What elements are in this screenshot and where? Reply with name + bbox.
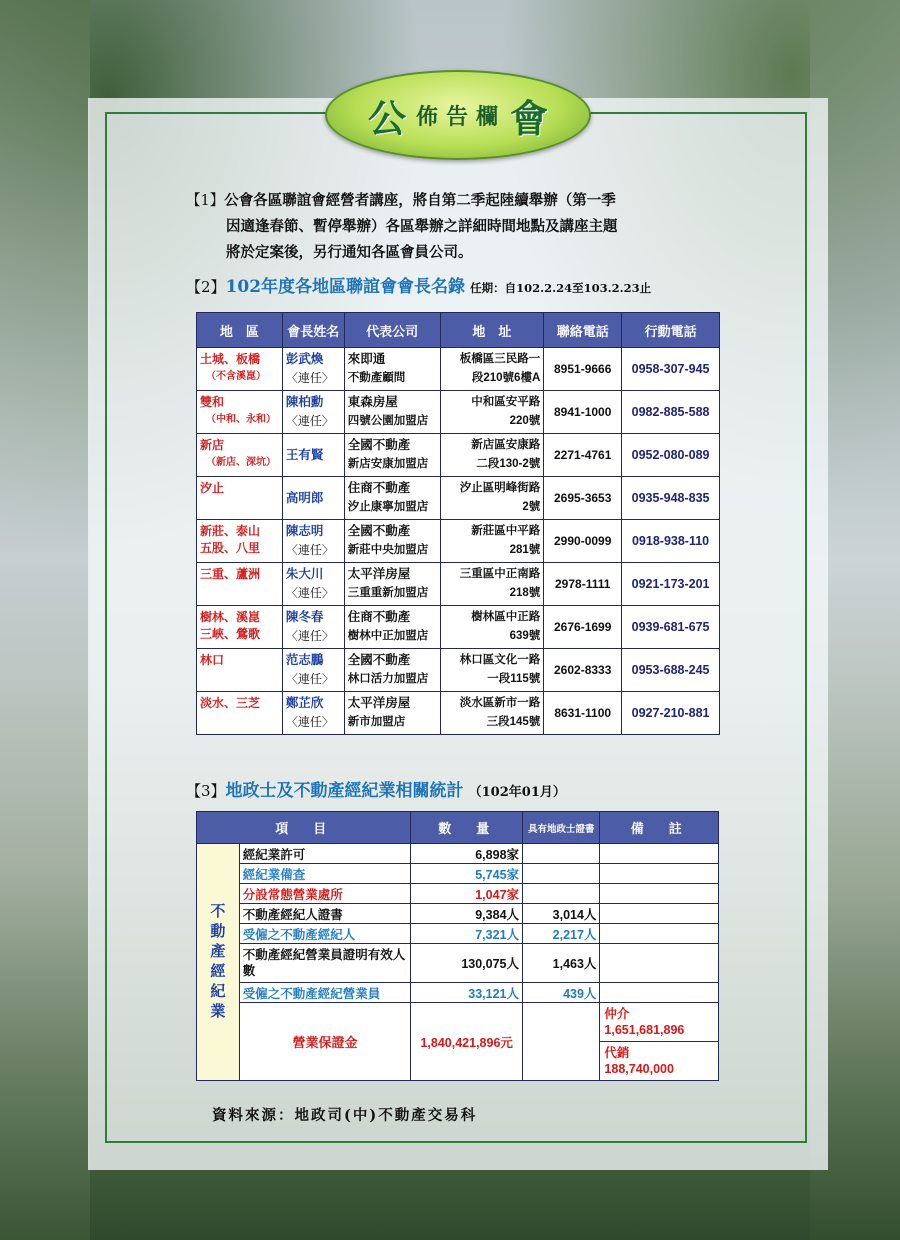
frame-line (105, 1141, 807, 1143)
remark-cell (600, 904, 719, 924)
company-cell (344, 520, 440, 563)
address-line: 二段130-2號 (476, 458, 541, 470)
mobile-cell: 0953-688-245 (622, 649, 720, 692)
phone-cell: 8631-1100 (544, 692, 622, 735)
table-row (197, 983, 719, 1003)
president-status: 〈連任〉 (285, 543, 334, 557)
region-sub: 三峽、鶯歌 (200, 627, 261, 641)
company-line: 太平洋房屋 (347, 567, 411, 581)
table-row (197, 884, 719, 904)
region-name: 汐止 (200, 481, 225, 495)
address-cell (440, 563, 544, 606)
page-title (325, 70, 591, 160)
region-cell (197, 520, 283, 563)
frame-line (805, 112, 807, 1142)
company-line: 新莊中央加盟店 (347, 544, 429, 556)
note-divider (600, 1041, 718, 1042)
phone-cell: 2990-0099 (544, 520, 622, 563)
region-name: 林口 (200, 653, 225, 667)
certificate-cell (523, 864, 600, 884)
phone-cell: 2676-1699 (544, 606, 622, 649)
region-cell (197, 477, 283, 520)
item-cell: 不動產經紀人證書 (239, 904, 411, 924)
section-3-number: 【3】 (186, 782, 226, 800)
region-name: 新店 (200, 438, 225, 452)
region-sub: （新店、深坑） (206, 457, 276, 468)
table-row (197, 844, 719, 864)
notice-1 (186, 188, 706, 266)
table-row (197, 520, 720, 563)
company-line: 樹林中正加盟店 (347, 630, 429, 642)
company-cell (344, 692, 440, 735)
address-line: 639號 (509, 630, 541, 642)
mobile-cell: 0952-080-089 (622, 434, 720, 477)
table-row (197, 434, 720, 477)
company-line: 四號公園加盟店 (347, 415, 429, 427)
table-row (197, 391, 720, 434)
mobile-cell: 0982-885-588 (622, 391, 720, 434)
company-cell (344, 477, 440, 520)
section-2-heading (186, 272, 651, 297)
quantity-cell: 1,047家 (411, 884, 523, 904)
address-line: 板橋區三民路一 (459, 353, 541, 365)
address-line: 淡水區新市一路 (459, 697, 541, 709)
mobile-cell: 0921-173-201 (622, 563, 720, 606)
table-row (197, 477, 720, 520)
company-line: 東森房屋 (347, 395, 398, 409)
column-header: 會長姓名 (282, 313, 344, 348)
president-cell (282, 391, 344, 434)
column-header: 地 區 (197, 313, 283, 348)
table-row (197, 924, 719, 944)
address-cell (440, 520, 544, 563)
column-header: 項 目 (197, 812, 411, 844)
address-cell (440, 606, 544, 649)
phone-cell: 2978-1111 (544, 563, 622, 606)
president-cell (282, 692, 344, 735)
company-line: 林口活力加盟店 (347, 673, 429, 685)
certificate-cell (523, 884, 600, 904)
mobile-cell: 0927-210-881 (622, 692, 720, 735)
frame-line (585, 112, 807, 114)
president-name: 陳柏勳 (285, 395, 324, 409)
president-name: 朱大川 (285, 567, 324, 581)
company-cell (344, 649, 440, 692)
column-header: 行動電話 (622, 313, 720, 348)
column-header: 聯絡電話 (544, 313, 622, 348)
table-row (197, 1003, 719, 1081)
company-line: 全國不動產 (347, 653, 411, 667)
column-header: 地 址 (440, 313, 544, 348)
region-name: 三重、蘆洲 (200, 567, 261, 581)
quantity-cell: 7,321人 (411, 924, 523, 944)
company-line: 住商不動產 (347, 481, 411, 495)
address-cell (440, 348, 544, 391)
address-line: 220號 (509, 415, 541, 427)
notice-1-number: 【1】 (186, 193, 225, 209)
section-2-title: 102年度各地區聯誼會會長名錄 (225, 277, 466, 297)
president-name: 王有賢 (285, 447, 324, 462)
region-sub: （中和、永和） (206, 414, 276, 425)
quantity-cell: 5,745家 (411, 864, 523, 884)
address-cell (440, 434, 544, 477)
section-3-month: （102年01月） (468, 785, 566, 800)
president-status: 〈連任〉 (285, 586, 334, 600)
region-cell (197, 434, 283, 477)
president-status: 〈連任〉 (285, 672, 334, 686)
category-label: 不 動 產 經 紀 業 (210, 903, 226, 1020)
president-cell (282, 606, 344, 649)
certificate-cell: 3,014人 (523, 904, 600, 924)
remark-cell (600, 884, 719, 904)
table-header-row (197, 812, 719, 844)
region-cell (197, 348, 283, 391)
remark-cell (600, 944, 719, 983)
table-header-row (197, 313, 720, 348)
company-line: 全國不動產 (347, 524, 411, 538)
region-sub: 五股、八里 (200, 541, 261, 555)
company-cell (344, 348, 440, 391)
quantity-cell: 130,075人 (411, 944, 523, 983)
certificate-cell: 439人 (523, 983, 600, 1003)
region-name: 淡水、三芝 (200, 696, 261, 710)
president-cell (282, 563, 344, 606)
quantity-cell: 6,898家 (411, 844, 523, 864)
bond-certificate-cell (523, 1003, 600, 1081)
section-2-term: 任期：自102.2.24至103.2.23止 (470, 281, 652, 295)
company-line: 全國不動產 (347, 438, 411, 452)
column-header: 備 註 (600, 812, 719, 844)
data-source: 資料來源：地政司(中)不動產交易科 (212, 1107, 478, 1124)
mobile-cell: 0935-948-835 (622, 477, 720, 520)
bond-remark-cell (600, 1003, 719, 1081)
president-cell (282, 477, 344, 520)
president-name: 陳志明 (285, 524, 324, 538)
phone-cell: 2271-4761 (544, 434, 622, 477)
company-cell (344, 391, 440, 434)
address-cell (440, 391, 544, 434)
company-line: 汐止康寧加盟店 (347, 501, 429, 513)
president-status: 〈連任〉 (285, 414, 334, 428)
region-cell (197, 649, 283, 692)
item-cell: 分設常態營業處所 (239, 884, 411, 904)
table-row (197, 864, 719, 884)
region-cell (197, 692, 283, 735)
item-cell: 不動產經紀營業員證明有效人數 (239, 944, 411, 983)
item-cell: 受僱之不動產經紀營業員 (239, 983, 411, 1003)
address-line: 樹林區中正路 (471, 611, 541, 623)
company-cell (344, 563, 440, 606)
company-line: 新店安康加盟店 (347, 458, 429, 470)
notice-1-line: 因適逢春節、暫停舉辦）各區舉辦之詳細時間地點及講座主題 (226, 218, 618, 235)
item-cell: 經紀業備查 (239, 864, 411, 884)
president-cell (282, 649, 344, 692)
company-line: 來即通 (347, 352, 386, 366)
presidents-table (196, 312, 720, 735)
remark-cell (600, 983, 719, 1003)
mobile-cell: 0939-681-675 (622, 606, 720, 649)
address-line: 三段145號 (486, 716, 541, 728)
bond-item-cell: 營業保證金 (239, 1003, 411, 1081)
phone-cell: 8951-9666 (544, 348, 622, 391)
president-status: 〈連任〉 (285, 371, 334, 385)
address-cell (440, 649, 544, 692)
note-label: 代銷 (604, 1046, 630, 1060)
certificate-cell: 1,463人 (523, 944, 600, 983)
table-row (197, 904, 719, 924)
table-row (197, 649, 720, 692)
president-name: 彭武煥 (285, 352, 324, 366)
address-line: 新莊區中平路 (471, 525, 541, 537)
mobile-cell: 0918-938-110 (622, 520, 720, 563)
region-cell (197, 391, 283, 434)
table-row (197, 606, 720, 649)
address-cell (440, 477, 544, 520)
notice-1-line: 將於定案後，另行通知各區會員公司。 (226, 244, 473, 261)
item-cell: 受僱之不動產經紀人 (239, 924, 411, 944)
company-line: 三重重新加盟店 (347, 587, 429, 599)
region-name: 新莊、泰山 (200, 524, 261, 538)
address-line: 中和區安平路 (471, 396, 541, 408)
notice-1-line: 公會各區聯誼會經營者講座，將自第二季起陸續舉辦（第一季 (224, 192, 616, 209)
president-name: 高明郎 (285, 490, 324, 505)
address-line: 2號 (522, 501, 541, 513)
region-cell (197, 606, 283, 649)
title-big-char: 公 (367, 95, 406, 141)
note-value: 1,651,681,896 (604, 1023, 685, 1037)
remark-cell (600, 924, 719, 944)
frame-line (105, 112, 107, 1142)
table-row (197, 944, 719, 983)
region-name: 土城、板橋 (200, 352, 261, 366)
address-line: 新店區安康路 (471, 439, 541, 451)
column-header: 數 量 (411, 812, 523, 844)
table-row (197, 563, 720, 606)
president-status: 〈連任〉 (285, 715, 334, 729)
phone-cell: 8941-1000 (544, 391, 622, 434)
remark-cell (600, 844, 719, 864)
frame-line (105, 112, 330, 114)
column-header: 具有地政士證書 (523, 812, 600, 844)
president-name: 范志鵬 (285, 653, 324, 667)
phone-cell: 2695-3653 (544, 477, 622, 520)
region-cell (197, 563, 283, 606)
statistics-table (196, 811, 719, 1081)
remark-cell (600, 864, 719, 884)
address-line: 一段115號 (487, 673, 541, 685)
company-line: 新市加盟店 (347, 716, 406, 728)
address-cell (440, 692, 544, 735)
phone-cell: 2602-8333 (544, 649, 622, 692)
section-3-title: 地政士及不動產經紀業相關統計 (225, 781, 464, 801)
company-cell (344, 606, 440, 649)
category-cell (197, 844, 240, 1081)
section-2-number: 【2】 (186, 278, 226, 296)
title-end-char: 會 (510, 95, 549, 141)
region-name: 雙和 (200, 395, 225, 409)
president-status: 〈連任〉 (285, 629, 334, 643)
president-cell (282, 434, 344, 477)
region-sub: （不含溪崑） (206, 371, 266, 382)
address-line: 林口區文化一路 (459, 654, 541, 666)
address-line: 段210號6樓A (471, 372, 541, 384)
table-row (197, 692, 720, 735)
note-label: 仲介 (604, 1007, 630, 1021)
company-cell (344, 434, 440, 477)
title-middle: 佈告欄 (415, 103, 506, 130)
company-line: 太平洋房屋 (347, 696, 411, 710)
company-line: 住商不動產 (347, 610, 411, 624)
president-name: 陳冬春 (285, 610, 324, 624)
column-header: 代表公司 (344, 313, 440, 348)
region-name: 樹林、溪崑 (200, 610, 261, 624)
president-cell (282, 520, 344, 563)
bond-quantity-cell: 1,840,421,896元 (411, 1003, 523, 1081)
address-line: 281號 (509, 544, 541, 556)
address-line: 218號 (509, 587, 541, 599)
certificate-cell: 2,217人 (523, 924, 600, 944)
president-cell (282, 348, 344, 391)
quantity-cell: 9,384人 (411, 904, 523, 924)
address-line: 三重區中正南路 (459, 568, 541, 580)
section-3-heading (186, 776, 566, 801)
note-value: 188,740,000 (604, 1062, 674, 1076)
company-line: 不動產顧問 (347, 372, 406, 384)
mobile-cell: 0958-307-945 (622, 348, 720, 391)
president-name: 鄭芷欣 (285, 696, 324, 710)
certificate-cell (523, 844, 600, 864)
table-row (197, 348, 720, 391)
background-left (0, 0, 90, 1240)
quantity-cell: 33,121人 (411, 983, 523, 1003)
item-cell: 經紀業許可 (239, 844, 411, 864)
address-line: 汐止區明峰街路 (459, 482, 541, 494)
